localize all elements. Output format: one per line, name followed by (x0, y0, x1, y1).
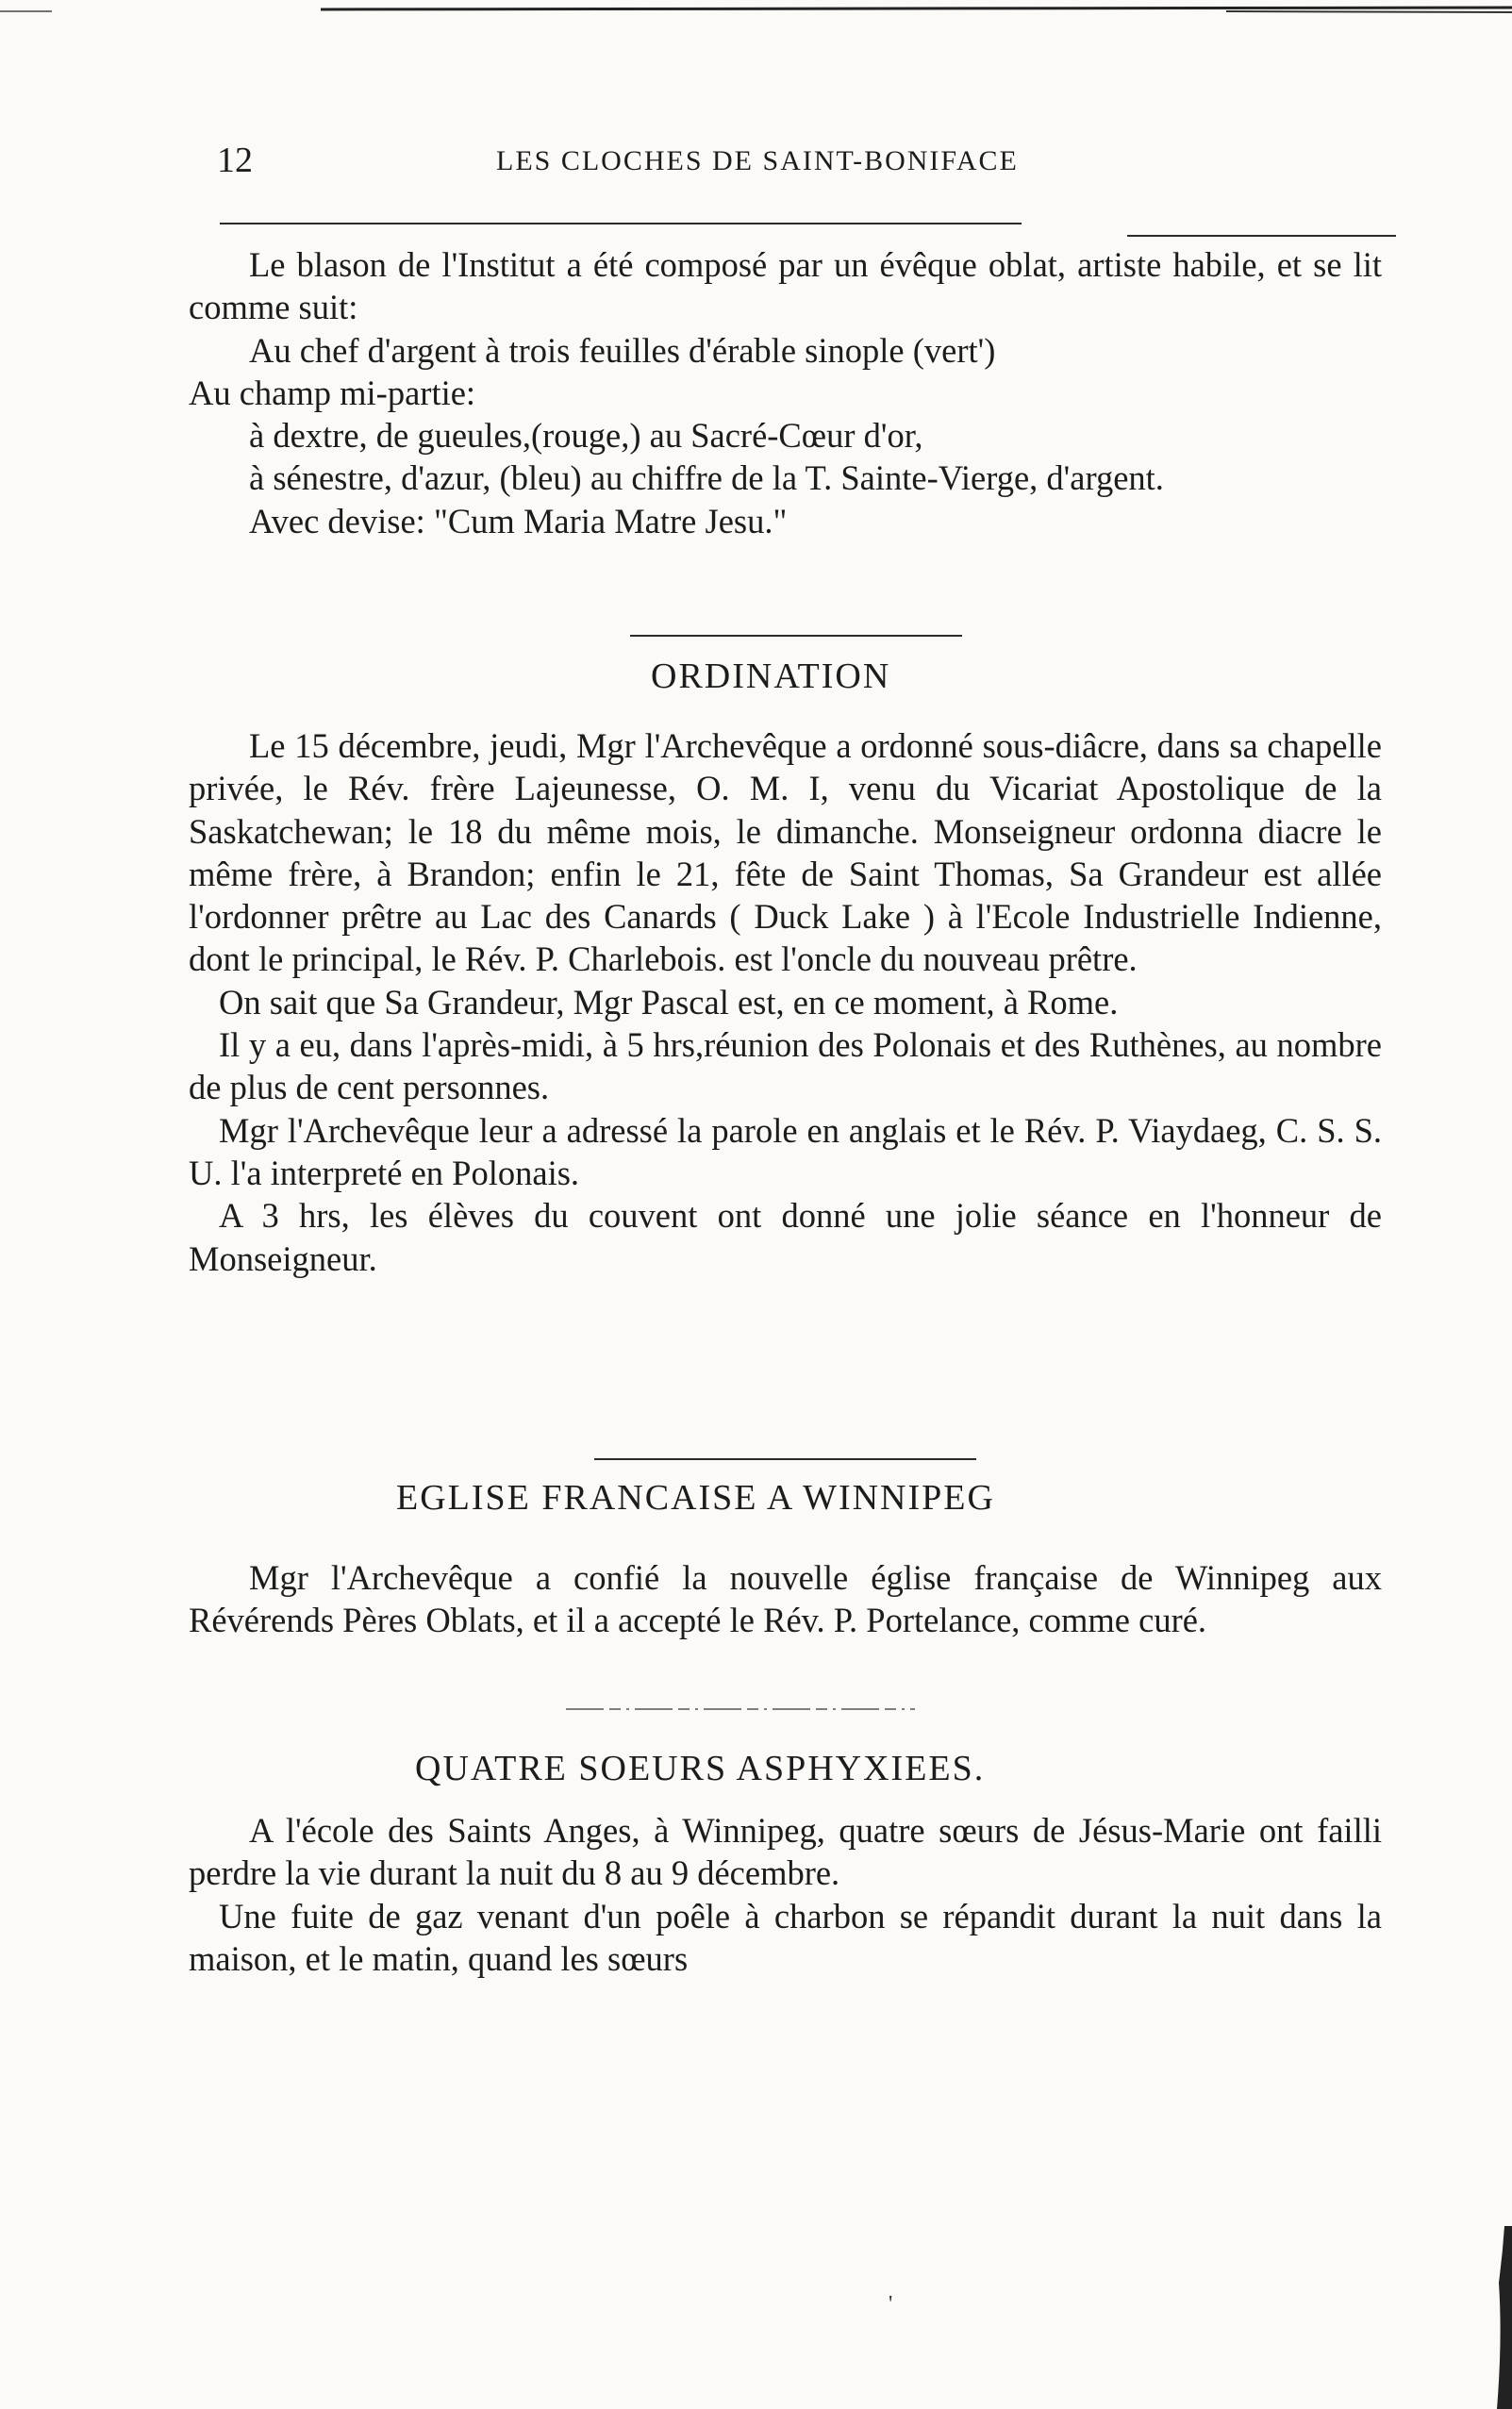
ordination-section (189, 724, 1382, 1280)
paragraph: On sait que Sa Grandeur, Mgr Pascal est, en ce moment, à Rome. (219, 982, 1119, 1022)
paragraph: Il y a eu, dans l'après-midi, à 5 hrs,réunion des Polonais et des Ruthènes, au nombre de plus de cent personnes. (189, 1025, 1382, 1107)
header-rule-right (1127, 235, 1396, 237)
paragraph: Le 15 décembre, jeudi, Mgr l'Archevêque a ordonné sous-diâcre, dans sa chapelle privée, le Rév. frère Lajeunesse, O. M. I, venu du Vicariat Apostolique de la Saskatchewan; le 18 du même mois, le dimanche. Monseigneur ordonna diacre le même frère, à Brandon; enfin le 21, fête de Saint Thomas, Sa Grandeur est allée l'ordonner prêtre au Lac des Canards ( Duck Lake ) à l'Ecole Industrielle Indienne, dont le principal, le Rév. P. Charlebois. est l'oncle du nouveau prêtre. (189, 726, 1382, 979)
paragraph: Au chef d'argent à trois feuilles d'érable sinople (vert') (249, 330, 996, 370)
soeurs-section (189, 1809, 1382, 1980)
section-divider (594, 1458, 976, 1460)
paragraph: à sénestre, d'azur, (bleu) au chiffre de la T. Sainte-Vierge, d'argent. (249, 458, 1164, 498)
paragraph: A l'école des Saints Anges, à Winnipeg, quatre sœurs de Jésus-Marie ont failli perdre la vie durant la nuit du 8 au 9 décembre. (189, 1811, 1382, 1893)
page-edge-shadow (1484, 2226, 1512, 2409)
stray-mark: ' (889, 2292, 893, 2317)
paragraph: à dextre, de gueules,(rouge,) au Sacré-Cœur d'or, (249, 416, 923, 456)
paragraph: Une fuite de gaz venant d'un poêle à charbon se répandit durant la nuit dans la maison, et le matin, quand les sœurs (189, 1896, 1382, 1978)
page-number: 12 (217, 141, 253, 180)
eglise-section (189, 1556, 1382, 1642)
section-divider-dotted (566, 1707, 915, 1711)
page-header (217, 140, 1396, 187)
header-rule (220, 223, 1022, 224)
ordination-title: ORDINATION (651, 656, 891, 696)
paragraph: A 3 hrs, les élèves du couvent ont donné une jolie séance en l'honneur de Monseigneur. (189, 1196, 1382, 1278)
paragraph: Avec devise: "Cum Maria Matre Jesu." (249, 501, 788, 540)
top-edge-rule (0, 4, 1512, 13)
soeurs-title: QUATRE SOEURS ASPHYXIEES. (415, 1749, 986, 1788)
running-title: LES CLOCHES DE SAINT-BONIFACE (496, 145, 1019, 176)
paragraph: Mgr l'Archevêque a confié la nouvelle église française de Winnipeg aux Révérends Pères Oblats, et il a accepté le Rév. P. Portelance, comme curé. (189, 1558, 1382, 1640)
blason-section (189, 243, 1382, 542)
eglise-title: EGLISE FRANCAISE A WINNIPEG (396, 1478, 995, 1518)
paragraph: Mgr l'Archevêque leur a adressé la parole en anglais et le Rév. P. Viaydaeg, C. S. S. U. l'a interpreté en Polonais. (189, 1110, 1382, 1192)
section-divider (630, 635, 962, 637)
paragraph: Au champ mi-partie: (189, 373, 476, 412)
paragraph: Le blason de l'Institut a été composé par un évêque oblat, artiste habile, et se lit comme suit: (189, 245, 1382, 327)
